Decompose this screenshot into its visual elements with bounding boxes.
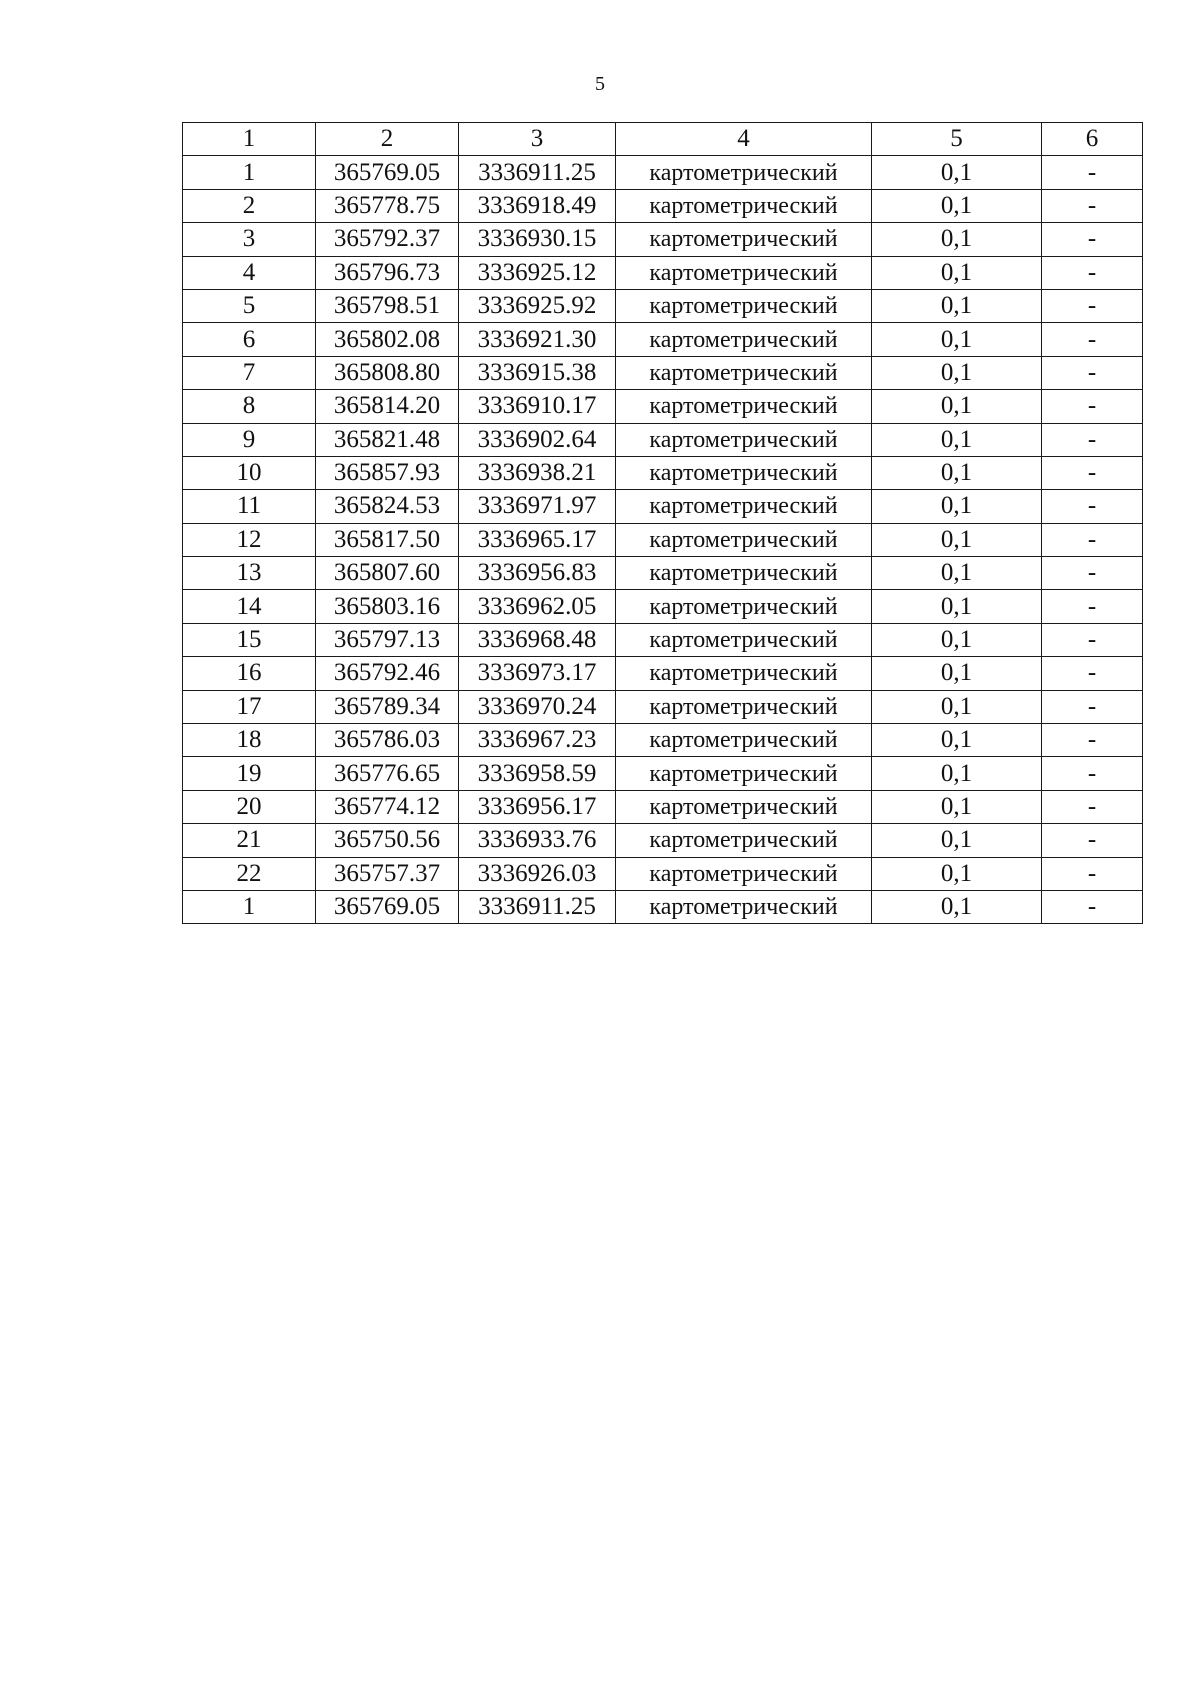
x-coordinate-cell: 365757.37 <box>316 857 459 890</box>
point-number-cell: 1 <box>183 156 316 189</box>
x-coordinate-cell: 365817.50 <box>316 523 459 556</box>
x-coordinate-cell: 365769.05 <box>316 156 459 189</box>
note-cell: - <box>1042 423 1143 456</box>
y-coordinate-cell: 3336925.92 <box>459 289 616 322</box>
method-cell: картометрический <box>616 890 872 923</box>
x-coordinate-cell: 365807.60 <box>316 557 459 590</box>
note-cell: - <box>1042 623 1143 656</box>
accuracy-cell: 0,1 <box>872 390 1042 423</box>
x-coordinate-cell: 365750.56 <box>316 824 459 857</box>
method-cell: картометрический <box>616 256 872 289</box>
accuracy-cell: 0,1 <box>872 790 1042 823</box>
x-coordinate-cell: 365774.12 <box>316 790 459 823</box>
accuracy-cell: 0,1 <box>872 156 1042 189</box>
x-coordinate-cell: 365857.93 <box>316 456 459 489</box>
point-number-cell: 9 <box>183 423 316 456</box>
method-cell: картометрический <box>616 323 872 356</box>
x-coordinate-cell: 365792.46 <box>316 657 459 690</box>
note-cell: - <box>1042 456 1143 489</box>
table-row <box>183 724 1143 757</box>
note-cell: - <box>1042 790 1143 823</box>
table-row <box>183 256 1143 289</box>
method-cell: картометрический <box>616 456 872 489</box>
table-row <box>183 790 1143 823</box>
y-coordinate-cell: 3336956.17 <box>459 790 616 823</box>
x-coordinate-cell: 365797.13 <box>316 623 459 656</box>
y-coordinate-cell: 3336958.59 <box>459 757 616 790</box>
note-cell: - <box>1042 557 1143 590</box>
accuracy-cell: 0,1 <box>872 890 1042 923</box>
table-row <box>183 456 1143 489</box>
point-number-cell: 21 <box>183 824 316 857</box>
accuracy-cell: 0,1 <box>872 423 1042 456</box>
method-cell: картометрический <box>616 423 872 456</box>
column-header: 3 <box>459 123 616 156</box>
method-cell: картометрический <box>616 757 872 790</box>
method-cell: картометрический <box>616 657 872 690</box>
point-number-cell: 18 <box>183 724 316 757</box>
table-row <box>183 356 1143 389</box>
method-cell: картометрический <box>616 790 872 823</box>
point-number-cell: 8 <box>183 390 316 423</box>
accuracy-cell: 0,1 <box>872 757 1042 790</box>
x-coordinate-cell: 365808.80 <box>316 356 459 389</box>
y-coordinate-cell: 3336938.21 <box>459 456 616 489</box>
method-cell: картометрический <box>616 356 872 389</box>
table-row <box>183 857 1143 890</box>
y-coordinate-cell: 3336921.30 <box>459 323 616 356</box>
accuracy-cell: 0,1 <box>872 189 1042 222</box>
note-cell: - <box>1042 390 1143 423</box>
y-coordinate-cell: 3336925.12 <box>459 256 616 289</box>
note-cell: - <box>1042 523 1143 556</box>
note-cell: - <box>1042 189 1143 222</box>
accuracy-cell: 0,1 <box>872 456 1042 489</box>
note-cell: - <box>1042 289 1143 322</box>
method-cell: картометрический <box>616 189 872 222</box>
column-header: 1 <box>183 123 316 156</box>
x-coordinate-cell: 365792.37 <box>316 223 459 256</box>
table-row <box>183 623 1143 656</box>
method-cell: картометрический <box>616 223 872 256</box>
method-cell: картометрический <box>616 289 872 322</box>
table-row <box>183 523 1143 556</box>
accuracy-cell: 0,1 <box>872 523 1042 556</box>
point-number-cell: 22 <box>183 857 316 890</box>
note-cell: - <box>1042 256 1143 289</box>
point-number-cell: 11 <box>183 490 316 523</box>
note-cell: - <box>1042 824 1143 857</box>
point-number-cell: 1 <box>183 890 316 923</box>
point-number-cell: 3 <box>183 223 316 256</box>
table-row <box>183 590 1143 623</box>
coordinates-table-body <box>183 123 1143 924</box>
x-coordinate-cell: 365778.75 <box>316 189 459 222</box>
y-coordinate-cell: 3336956.83 <box>459 557 616 590</box>
accuracy-cell: 0,1 <box>872 657 1042 690</box>
x-coordinate-cell: 365786.03 <box>316 724 459 757</box>
note-cell: - <box>1042 690 1143 723</box>
point-number-cell: 10 <box>183 456 316 489</box>
y-coordinate-cell: 3336910.17 <box>459 390 616 423</box>
y-coordinate-cell: 3336971.97 <box>459 490 616 523</box>
table-row <box>183 757 1143 790</box>
accuracy-cell: 0,1 <box>872 356 1042 389</box>
coordinates-table <box>182 122 1143 924</box>
y-coordinate-cell: 3336915.38 <box>459 356 616 389</box>
accuracy-cell: 0,1 <box>872 590 1042 623</box>
point-number-cell: 5 <box>183 289 316 322</box>
accuracy-cell: 0,1 <box>872 256 1042 289</box>
x-coordinate-cell: 365821.48 <box>316 423 459 456</box>
method-cell: картометрический <box>616 390 872 423</box>
accuracy-cell: 0,1 <box>872 824 1042 857</box>
table-row <box>183 557 1143 590</box>
table-row <box>183 223 1143 256</box>
y-coordinate-cell: 3336967.23 <box>459 724 616 757</box>
accuracy-cell: 0,1 <box>872 223 1042 256</box>
point-number-cell: 16 <box>183 657 316 690</box>
accuracy-cell: 0,1 <box>872 623 1042 656</box>
accuracy-cell: 0,1 <box>872 323 1042 356</box>
y-coordinate-cell: 3336926.03 <box>459 857 616 890</box>
accuracy-cell: 0,1 <box>872 724 1042 757</box>
method-cell: картометрический <box>616 690 872 723</box>
y-coordinate-cell: 3336911.25 <box>459 890 616 923</box>
note-cell: - <box>1042 757 1143 790</box>
note-cell: - <box>1042 724 1143 757</box>
y-coordinate-cell: 3336973.17 <box>459 657 616 690</box>
x-coordinate-cell: 365802.08 <box>316 323 459 356</box>
point-number-cell: 17 <box>183 690 316 723</box>
table-row <box>183 323 1143 356</box>
table-row <box>183 657 1143 690</box>
x-coordinate-cell: 365789.34 <box>316 690 459 723</box>
column-header: 2 <box>316 123 459 156</box>
y-coordinate-cell: 3336902.64 <box>459 423 616 456</box>
accuracy-cell: 0,1 <box>872 557 1042 590</box>
note-cell: - <box>1042 490 1143 523</box>
note-cell: - <box>1042 890 1143 923</box>
page-number: 5 <box>595 73 605 95</box>
note-cell: - <box>1042 323 1143 356</box>
accuracy-cell: 0,1 <box>872 857 1042 890</box>
y-coordinate-cell: 3336968.48 <box>459 623 616 656</box>
y-coordinate-cell: 3336962.05 <box>459 590 616 623</box>
table-row <box>183 189 1143 222</box>
method-cell: картометрический <box>616 824 872 857</box>
x-coordinate-cell: 365798.51 <box>316 289 459 322</box>
point-number-cell: 12 <box>183 523 316 556</box>
x-coordinate-cell: 365814.20 <box>316 390 459 423</box>
point-number-cell: 2 <box>183 189 316 222</box>
point-number-cell: 20 <box>183 790 316 823</box>
table-row <box>183 890 1143 923</box>
point-number-cell: 7 <box>183 356 316 389</box>
point-number-cell: 13 <box>183 557 316 590</box>
y-coordinate-cell: 3336918.49 <box>459 189 616 222</box>
table-row <box>183 423 1143 456</box>
column-header: 4 <box>616 123 872 156</box>
accuracy-cell: 0,1 <box>872 289 1042 322</box>
method-cell: картометрический <box>616 156 872 189</box>
point-number-cell: 6 <box>183 323 316 356</box>
method-cell: картометрический <box>616 523 872 556</box>
x-coordinate-cell: 365796.73 <box>316 256 459 289</box>
table-row <box>183 690 1143 723</box>
note-cell: - <box>1042 657 1143 690</box>
point-number-cell: 14 <box>183 590 316 623</box>
point-number-cell: 19 <box>183 757 316 790</box>
column-header: 5 <box>872 123 1042 156</box>
table-row <box>183 289 1143 322</box>
method-cell: картометрический <box>616 557 872 590</box>
note-cell: - <box>1042 223 1143 256</box>
y-coordinate-cell: 3336911.25 <box>459 156 616 189</box>
method-cell: картометрический <box>616 724 872 757</box>
accuracy-cell: 0,1 <box>872 490 1042 523</box>
y-coordinate-cell: 3336930.15 <box>459 223 616 256</box>
x-coordinate-cell: 365776.65 <box>316 757 459 790</box>
method-cell: картометрический <box>616 857 872 890</box>
table-row <box>183 390 1143 423</box>
note-cell: - <box>1042 590 1143 623</box>
y-coordinate-cell: 3336965.17 <box>459 523 616 556</box>
note-cell: - <box>1042 156 1143 189</box>
column-header: 6 <box>1042 123 1143 156</box>
table-row <box>183 490 1143 523</box>
method-cell: картометрический <box>616 590 872 623</box>
note-cell: - <box>1042 356 1143 389</box>
note-cell: - <box>1042 857 1143 890</box>
method-cell: картометрический <box>616 490 872 523</box>
y-coordinate-cell: 3336970.24 <box>459 690 616 723</box>
point-number-cell: 4 <box>183 256 316 289</box>
point-number-cell: 15 <box>183 623 316 656</box>
table-row <box>183 156 1143 189</box>
x-coordinate-cell: 365824.53 <box>316 490 459 523</box>
x-coordinate-cell: 365769.05 <box>316 890 459 923</box>
table-header-row <box>183 123 1143 156</box>
y-coordinate-cell: 3336933.76 <box>459 824 616 857</box>
accuracy-cell: 0,1 <box>872 690 1042 723</box>
x-coordinate-cell: 365803.16 <box>316 590 459 623</box>
method-cell: картометрический <box>616 623 872 656</box>
table-row <box>183 824 1143 857</box>
